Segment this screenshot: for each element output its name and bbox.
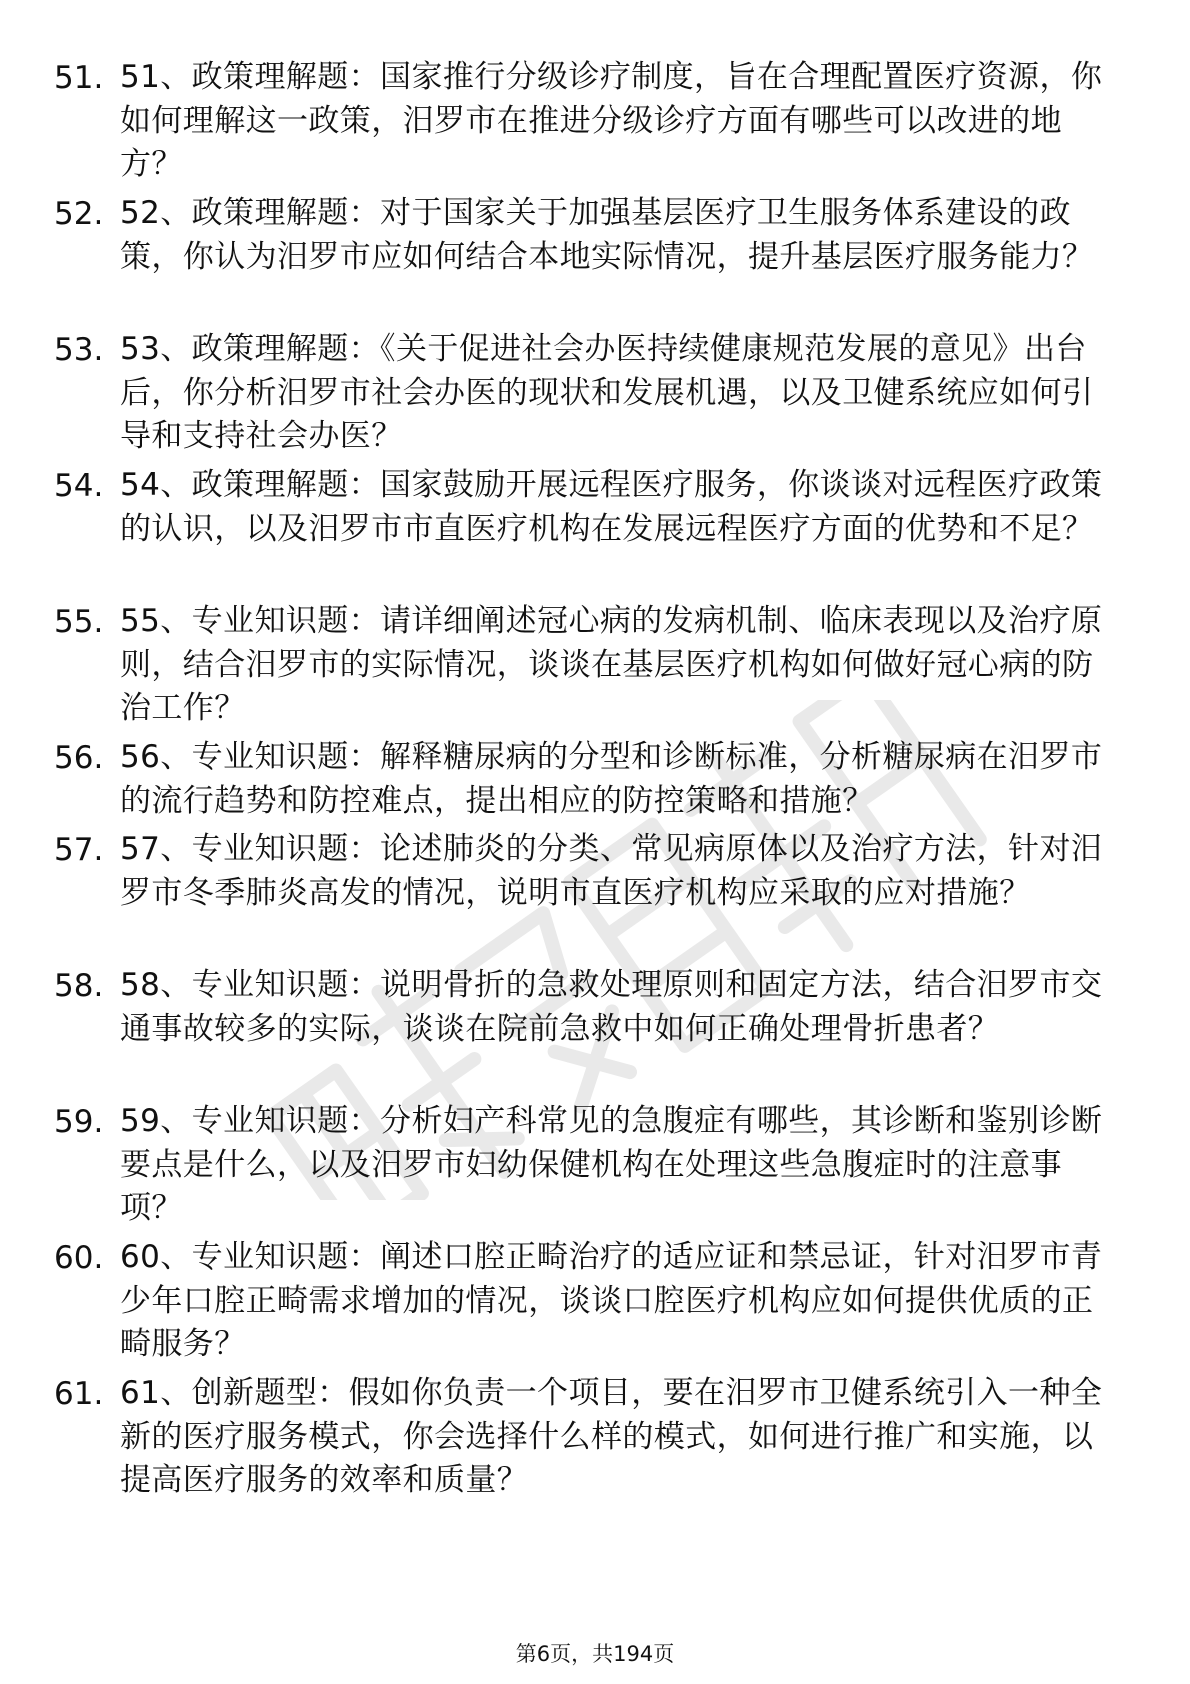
question-number: 51.: [54, 60, 104, 96]
question-text: 58、专业知识题：说明骨折的急救处理原则和固定方法，结合汨罗市交通事故较多的实际，谈谈在院前急救中如何正确处理骨折患者？: [120, 967, 1103, 1047]
question-number: 60.: [54, 1240, 104, 1276]
question-text: 57、专业知识题：论述肺炎的分类、常见病原体以及治疗方法，针对汨罗市冬季肺炎高发的情况，说明市直医疗机构应采取的应对措施？: [120, 831, 1103, 911]
question-text: 56、专业知识题：解释糖尿病的分型和诊断标准，分析糖尿病在汨罗市的流行趋势和防控难点，提出相应的防控策略和措施？: [120, 739, 1103, 819]
question-number: 56.: [54, 740, 104, 776]
question-number: 57.: [54, 832, 104, 868]
question-number: 61.: [54, 1376, 104, 1412]
question-number: 55.: [54, 604, 104, 640]
question-text: 52、政策理解题：对于国家关于加强基层医疗卫生服务体系建设的政策，你认为汨罗市应如何结合本地实际情况，提升基层医疗服务能力？: [120, 195, 1094, 275]
question-number: 54.: [54, 468, 104, 504]
question-text: 60、专业知识题：阐述口腔正畸治疗的适应证和禁忌证，针对汨罗市青少年口腔正畸需求增加的情况，谈谈口腔医疗机构应如何提供优质的正畸服务？: [120, 1239, 1103, 1362]
question-number: 58.: [54, 968, 104, 1004]
page-number: 第6页，共194页: [515, 1642, 675, 1666]
question-text: 59、专业知识题：分析妇产科常见的急腹症有哪些，其诊断和鉴别诊断要点是什么，以及汨罗市妇幼保健机构在处理这些急腹症时的注意事项？: [120, 1103, 1103, 1226]
question-number: 53.: [54, 332, 104, 368]
question-number: 59.: [54, 1104, 104, 1140]
question-text: 53、政策理解题：《关于促进社会办医持续健康规范发展的意见》出台后，你分析汨罗市社会办医的现状和发展机遇，以及卫健系统应如何引导和支持社会办医？: [120, 331, 1094, 454]
question-text: 54、政策理解题：国家鼓励开展远程医疗服务，你谈谈对远程医疗政策的认识，以及汨罗市市直医疗机构在发展远程医疗方面的优势和不足？: [120, 467, 1103, 547]
question-number: 52.: [54, 196, 104, 232]
question-text: 61、创新题型：假如你负责一个项目，要在汨罗市卫健系统引入一种全新的医疗服务模式，你会选择什么样的模式，如何进行推广和实施，以提高医疗服务的效率和质量？: [120, 1375, 1103, 1498]
question-text: 55、专业知识题：请详细阐述冠心病的发病机制、临床表现以及治疗原则，结合汨罗市的实际情况，谈谈在基层医疗机构如何做好冠心病的防治工作？: [120, 603, 1103, 726]
question-text: 51、政策理解题：国家推行分级诊疗制度，旨在合理配置医疗资源，你如何理解这一政策，汨罗市在推进分级诊疗方面有哪些可以改进的地方？: [120, 59, 1103, 182]
